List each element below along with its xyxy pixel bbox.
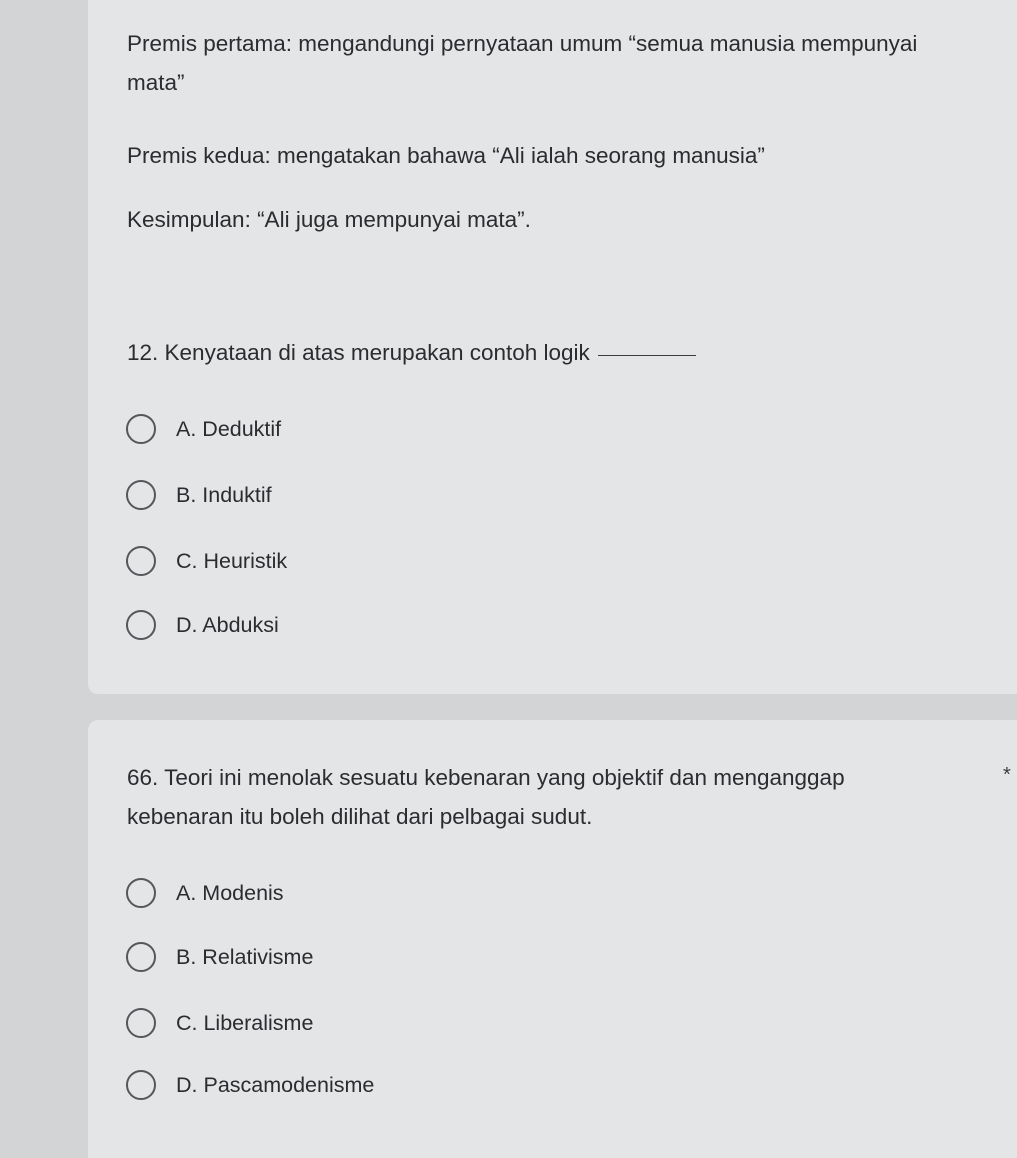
radio-button-icon[interactable] (126, 942, 156, 972)
premise-1-text: Premis pertama: mengandungi pernyataan umum “semua manusia mempunyai mata” (127, 31, 918, 95)
option-66-c[interactable] (126, 1008, 313, 1038)
radio-button-icon[interactable] (126, 480, 156, 510)
option-12-b[interactable] (126, 480, 272, 510)
option-66-a[interactable] (126, 878, 284, 908)
option-12-a[interactable] (126, 414, 281, 444)
radio-button-icon[interactable] (126, 610, 156, 640)
premise-2-text: Premis kedua: mengatakan bahawa “Ali ialah seorang manusia” (127, 143, 765, 168)
question-12-title (127, 333, 696, 372)
option-label: C. Liberalisme (176, 1010, 314, 1035)
fill-in-blank (598, 355, 696, 356)
option-label: C. Heuristik (176, 548, 288, 573)
radio-button-icon[interactable] (126, 546, 156, 576)
radio-button-icon[interactable] (126, 1070, 156, 1100)
question-66-text: 66. Teori ini menolak sesuatu kebenaran yang objektif dan menganggap kebenaran itu boleh dilihat dari pelbagai sudut. (127, 765, 845, 829)
option-66-d[interactable] (126, 1070, 374, 1100)
option-label: A. Modenis (176, 880, 284, 905)
option-label: B. Relativisme (176, 944, 314, 969)
question-12-text: 12. Kenyataan di atas merupakan contoh logik (127, 340, 590, 365)
required-asterisk: * (1003, 764, 1011, 786)
option-12-d[interactable] (126, 610, 279, 640)
option-label: D. Abduksi (176, 612, 279, 637)
option-label: B. Induktif (176, 482, 272, 507)
option-label: A. Deduktif (176, 416, 282, 441)
conclusion-text: Kesimpulan: “Ali juga mempunyai mata”. (127, 207, 531, 232)
radio-button-icon[interactable] (126, 1008, 156, 1038)
radio-button-icon[interactable] (126, 878, 156, 908)
option-label: D. Pascamodenisme (176, 1072, 375, 1097)
option-66-b[interactable] (126, 942, 313, 972)
option-12-c[interactable] (126, 546, 287, 576)
radio-button-icon[interactable] (126, 414, 156, 444)
